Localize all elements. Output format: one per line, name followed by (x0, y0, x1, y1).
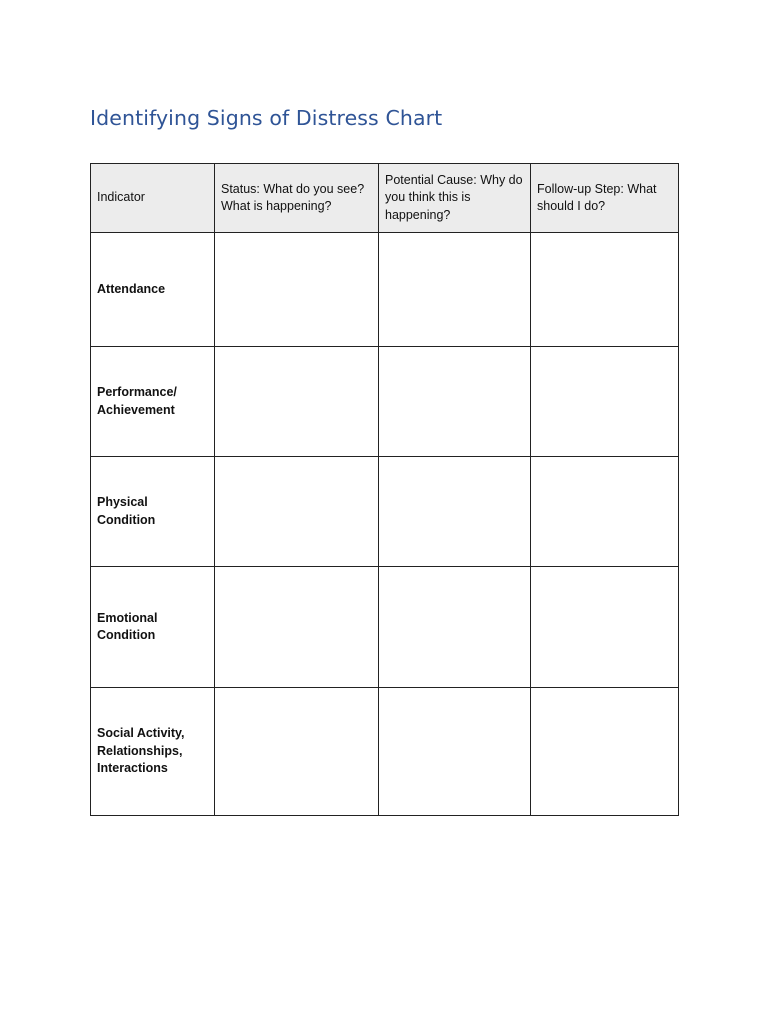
cause-cell[interactable] (379, 688, 531, 816)
status-cell[interactable] (215, 688, 379, 816)
table-row (91, 347, 679, 457)
status-cell[interactable] (215, 457, 379, 567)
header-potential-cause: Potential Cause: Why do you think this is happening? (379, 164, 531, 233)
document-title: Identifying Signs of Distress Chart (90, 106, 443, 130)
header-indicator: Indicator (91, 164, 215, 233)
indicator-label: Performance/ Achievement (97, 385, 177, 417)
row-indicator-emotional-condition: Emotional Condition (91, 567, 215, 688)
table-header-row (91, 164, 679, 233)
row-indicator-attendance: Attendance (91, 233, 215, 347)
cause-cell[interactable] (379, 233, 531, 347)
table-row (91, 233, 679, 347)
table-row (91, 567, 679, 688)
followup-cell[interactable] (531, 688, 679, 816)
followup-cell[interactable] (531, 347, 679, 457)
cause-cell[interactable] (379, 347, 531, 457)
distress-chart-table (90, 163, 679, 816)
row-indicator-physical-condition: Physical Condition (91, 457, 215, 567)
table-row (91, 688, 679, 816)
header-follow-up-step: Follow-up Step: What should I do? (531, 164, 679, 233)
table-row (91, 457, 679, 567)
followup-cell[interactable] (531, 457, 679, 567)
row-indicator-social-activity: Social Activity, Relationships, Interactions (91, 688, 215, 816)
cause-cell[interactable] (379, 457, 531, 567)
status-cell[interactable] (215, 567, 379, 688)
status-cell[interactable] (215, 233, 379, 347)
followup-cell[interactable] (531, 233, 679, 347)
cause-cell[interactable] (379, 567, 531, 688)
header-status: Status: What do you see? What is happening? (215, 164, 379, 233)
status-cell[interactable] (215, 347, 379, 457)
row-indicator-performance (91, 347, 215, 457)
followup-cell[interactable] (531, 567, 679, 688)
